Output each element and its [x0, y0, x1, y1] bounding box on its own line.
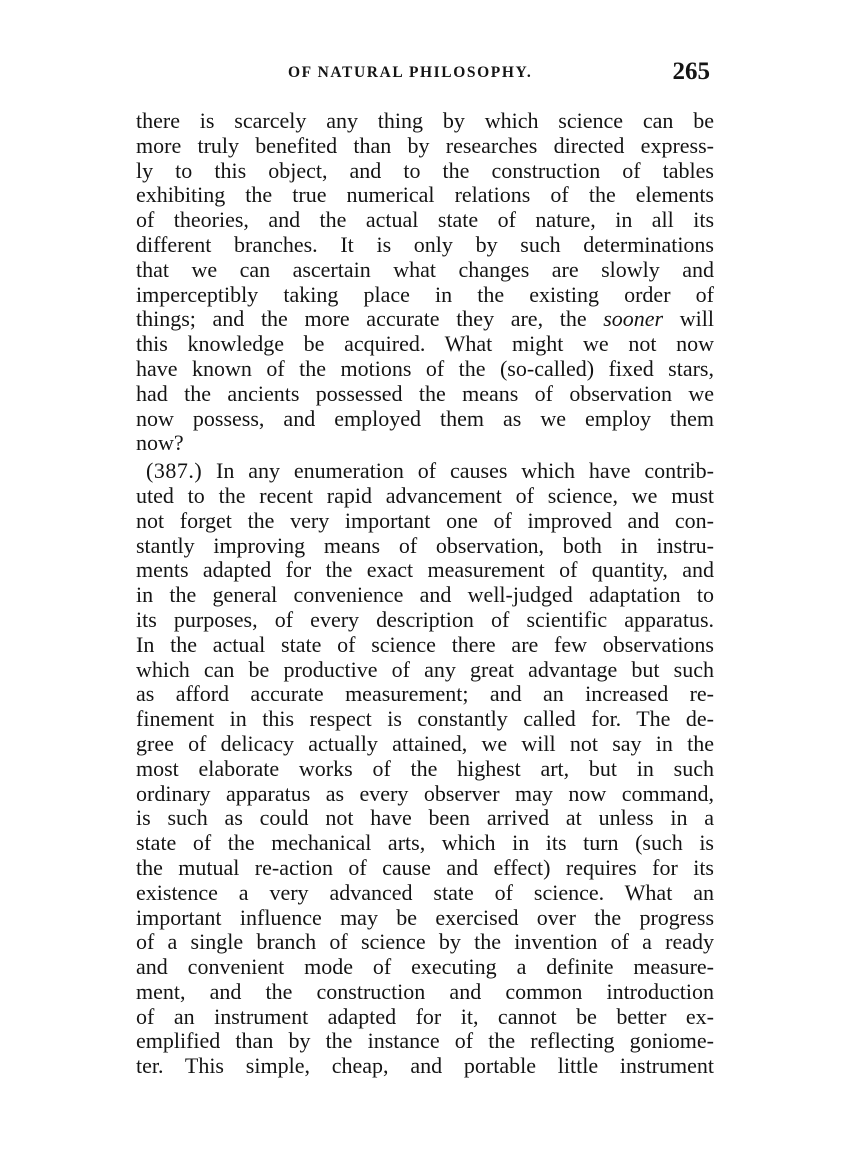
text-line: of an instrument adapted for it, cannot be better ex- [136, 1003, 714, 1029]
text-line: finement in this respect is constantly called for. The de- [136, 706, 714, 732]
line-text: In any enumeration of causes which have contrib- [216, 458, 714, 484]
text-line: as afford accurate measurement; and an increased re- [136, 681, 714, 707]
text-line: ly to this object, and to the construction of tables [136, 157, 714, 183]
text-line: existence a very advanced state of science. What an [136, 879, 714, 905]
text-line: of theories, and the actual state of nature, in all its [136, 207, 714, 233]
text-line: emplified than by the instance of the reflecting goniome- [136, 1028, 714, 1054]
running-head [136, 58, 714, 98]
line-text-tail: will [663, 306, 714, 332]
text-line: now possess, and employed them as we employ them [136, 405, 714, 431]
text-line: this knowledge be acquired. What might we not now [136, 331, 714, 357]
text-line: not forget the very important one of improved and con- [136, 507, 714, 533]
text-line: have known of the motions of the (so-called) fixed stars, [136, 355, 714, 381]
text-line: which can be productive of any great advantage but such [136, 656, 714, 682]
text-line: In the actual state of science there are few observations [136, 631, 714, 657]
text-line: now? [136, 430, 184, 456]
body-text [136, 109, 714, 1079]
running-title: OF NATURAL PHILOSOPHY. [288, 64, 533, 81]
text-line: ments adapted for the exact measurement of quantity, and [136, 557, 714, 583]
text-line: imperceptibly taking place in the existing order of [136, 281, 714, 307]
paragraph-387 [136, 459, 714, 1079]
paragraph-number: (387.) [146, 458, 203, 484]
text-line: ment, and the construction and common introduction [136, 978, 714, 1004]
text-line: that we can ascertain what changes are slowly and [136, 256, 714, 282]
text-line: its purposes, of every description of scientific apparatus. [136, 606, 714, 632]
text-line: in the general convenience and well-judged adaptation to [136, 582, 714, 608]
text-line: uted to the recent rapid advancement of science, we must [136, 482, 714, 508]
text-line [136, 307, 714, 332]
text-line: had the ancients possessed the means of observation we [136, 380, 714, 406]
text-line: gree of delicacy actually attained, we will not say in the [136, 730, 714, 756]
text-line: ter. This simple, cheap, and portable little instrument [136, 1053, 714, 1079]
text-line: state of the mechanical arts, which in its turn (such is [136, 830, 714, 856]
text-line: exhibiting the true numerical relations of the elements [136, 182, 714, 208]
text-line: of a single branch of science by the invention of a ready [136, 929, 714, 955]
text-line: most elaborate works of the highest art, but in such [136, 755, 714, 781]
text-line: stantly improving means of observation, both in instru- [136, 532, 714, 558]
text-line: ordinary apparatus as every observer may now command, [136, 780, 714, 806]
text-line: important influence may be exercised over the progress [136, 904, 714, 930]
text-line: is such as could not have been arrived at unless in a [136, 805, 714, 831]
page-number: 265 [672, 58, 710, 85]
text-line: different branches. It is only by such determinations [136, 231, 714, 257]
text-line: and convenient mode of executing a definite measure- [136, 954, 714, 980]
text-line: there is scarcely any thing by which science can be [136, 108, 714, 133]
text-line [136, 459, 714, 484]
text-line: more truly benefited than by researches directed express- [136, 132, 714, 158]
book-page [136, 0, 714, 1079]
paragraph-continued [136, 109, 714, 456]
line-text: things; and the more accurate they are, the [136, 306, 587, 332]
text-line: the mutual re-action of cause and effect) requires for its [136, 854, 714, 880]
emphasis-word: sooner [603, 306, 664, 332]
